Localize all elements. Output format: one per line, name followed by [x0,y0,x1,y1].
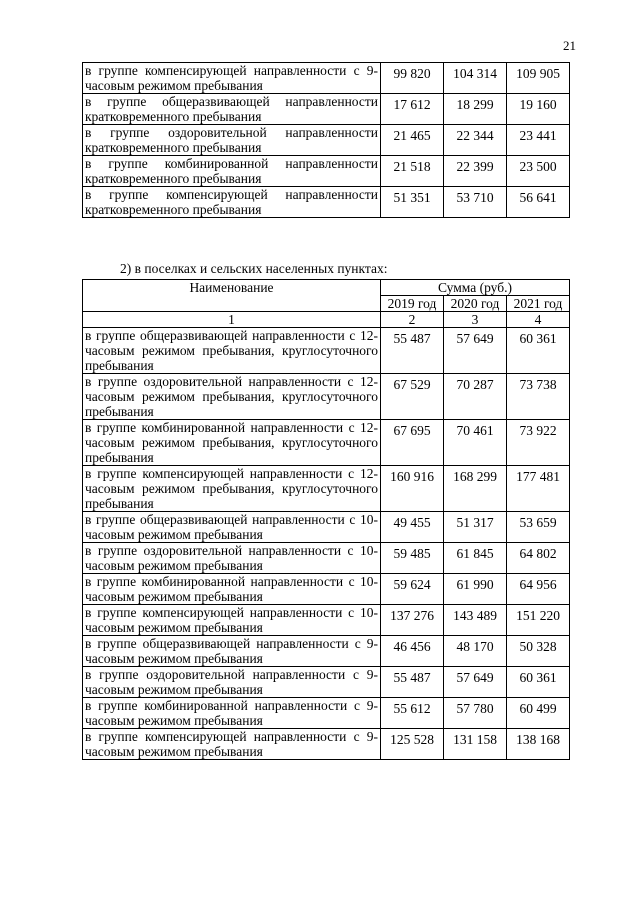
header-name: Наименование [83,280,381,312]
value-2019: 125 528 [381,729,444,760]
row-name: в группе общеразвивающей направленности с 10-часовым режимом пребывания [83,512,381,543]
value-2021: 50 328 [507,636,570,667]
table-row [83,125,570,156]
main-table [82,279,570,760]
table-row [83,574,570,605]
row-name: в группе оздоровительной направленности кратковременного пребывания [83,125,381,156]
value-2019: 17 612 [381,94,444,125]
value-2020: 61 845 [444,543,507,574]
value-2020: 18 299 [444,94,507,125]
header-numbers-row [83,312,570,328]
row-name: в группе оздоровительной направленности с 10-часовым режимом пребывания [83,543,381,574]
table-row [83,512,570,543]
value-2021: 151 220 [507,605,570,636]
value-2021: 53 659 [507,512,570,543]
value-2019: 49 455 [381,512,444,543]
value-2021: 23 500 [507,156,570,187]
value-2019: 55 487 [381,328,444,374]
value-2021: 19 160 [507,94,570,125]
value-2020: 48 170 [444,636,507,667]
table-row [83,420,570,466]
value-2021: 56 641 [507,187,570,218]
column-number: 1 [83,312,381,328]
table-row [83,543,570,574]
value-2020: 51 317 [444,512,507,543]
header-sum: Сумма (руб.) [381,280,570,296]
value-2019: 137 276 [381,605,444,636]
column-number: 3 [444,312,507,328]
value-2021: 109 905 [507,63,570,94]
header-year-2019: 2019 год [381,296,444,312]
section-caption: 2) в поселках и сельских населенных пунктах: [120,261,388,276]
table-row [83,605,570,636]
row-name: в группе оздоровительной направленности с 9-часовым режимом пребывания [83,667,381,698]
value-2020: 57 649 [444,667,507,698]
value-2019: 21 465 [381,125,444,156]
value-2019: 55 487 [381,667,444,698]
value-2020: 143 489 [444,605,507,636]
value-2019: 51 351 [381,187,444,218]
value-2020: 70 287 [444,374,507,420]
row-name: в группе комбинированной направленности с 9-часовым режимом пребывания [83,698,381,729]
column-number: 4 [507,312,570,328]
value-2021: 73 738 [507,374,570,420]
table-row [83,466,570,512]
value-2019: 99 820 [381,63,444,94]
value-2021: 60 499 [507,698,570,729]
value-2020: 57 649 [444,328,507,374]
value-2021: 60 361 [507,328,570,374]
row-name: в группе компенсирующей направленности с 9-часовым режимом пребывания [83,63,381,94]
value-2021: 60 361 [507,667,570,698]
value-2020: 70 461 [444,420,507,466]
row-name: в группе компенсирующей направленности с 10-часовым режимом пребывания [83,605,381,636]
column-number: 2 [381,312,444,328]
value-2019: 67 529 [381,374,444,420]
value-2021: 23 441 [507,125,570,156]
value-2021: 64 956 [507,574,570,605]
header-year-2021: 2021 год [507,296,570,312]
table-row [83,156,570,187]
value-2020: 22 344 [444,125,507,156]
row-name: в группе общеразвивающей направленности кратковременного пребывания [83,94,381,125]
row-name: в группе общеразвивающей направленности с 12-часовым режимом пребывания, круглосуточного пребывания [83,328,381,374]
value-2019: 55 612 [381,698,444,729]
header-row [83,280,570,296]
value-2021: 73 922 [507,420,570,466]
row-name: в группе компенсирующей направленности с 12-часовым режимом пребывания, круглосуточного пребывания [83,466,381,512]
table-row [83,63,570,94]
value-2020: 22 399 [444,156,507,187]
row-name: в группе комбинированной направленности кратковременного пребывания [83,156,381,187]
value-2019: 21 518 [381,156,444,187]
row-name: в группе комбинированной направленности с 12-часовым режимом пребывания, круглосуточного пребывания [83,420,381,466]
row-name: в группе компенсирующей направленности кратковременного пребывания [83,187,381,218]
table-row [83,636,570,667]
value-2020: 168 299 [444,466,507,512]
value-2021: 64 802 [507,543,570,574]
value-2021: 138 168 [507,729,570,760]
table-row [83,328,570,374]
table-row [83,187,570,218]
row-name: в группе общеразвивающей направленности с 9-часовым режимом пребывания [83,636,381,667]
value-2020: 104 314 [444,63,507,94]
value-2020: 131 158 [444,729,507,760]
top-table [82,62,570,218]
value-2019: 46 456 [381,636,444,667]
value-2019: 160 916 [381,466,444,512]
value-2019: 67 695 [381,420,444,466]
value-2019: 59 485 [381,543,444,574]
value-2020: 53 710 [444,187,507,218]
table-row [83,374,570,420]
table-row [83,94,570,125]
value-2020: 57 780 [444,698,507,729]
value-2019: 59 624 [381,574,444,605]
page-number: 21 [563,38,576,53]
value-2021: 177 481 [507,466,570,512]
table-row [83,698,570,729]
table-row [83,667,570,698]
row-name: в группе комбинированной направленности с 10-часовым режимом пребывания [83,574,381,605]
row-name: в группе оздоровительной направленности с 12-часовым режимом пребывания, круглосуточного пребывания [83,374,381,420]
row-name: в группе компенсирующей направленности с 9-часовым режимом пребывания [83,729,381,760]
header-year-2020: 2020 год [444,296,507,312]
table-row [83,729,570,760]
value-2020: 61 990 [444,574,507,605]
